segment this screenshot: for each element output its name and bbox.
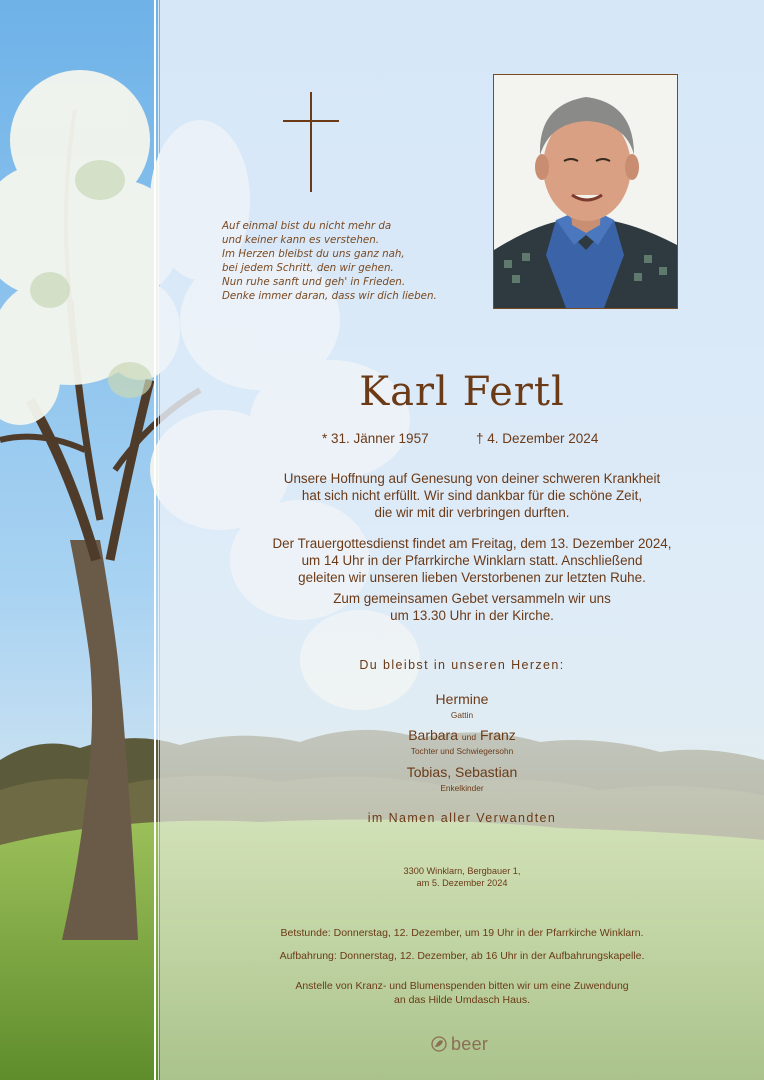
funeral-home-logo <box>430 1033 488 1055</box>
mourner-name-pair <box>160 727 764 743</box>
mourner-name: Franz <box>479 727 516 743</box>
relatives-line: im Namen aller Verwandten <box>367 811 557 825</box>
address-line: am 5. Dezember 2024 <box>416 878 508 888</box>
death-date: † 4. Dezember 2024 <box>476 431 599 446</box>
paragraph-service <box>180 535 764 587</box>
laying-out-info: Aufbahrung: Donnerstag, 12. Dezember, ab 16 Uhr in der Aufbahrungskapelle. <box>279 950 645 962</box>
address-block <box>160 865 764 889</box>
birth-date: * 31. Jänner 1957 <box>322 431 429 446</box>
text-line: die wir mit dir verbringen durften. <box>374 505 570 521</box>
logo-text: beer <box>451 1033 489 1054</box>
paragraph-prayer <box>180 590 764 624</box>
divider-line-left <box>154 0 156 1080</box>
poem <box>222 219 482 303</box>
portrait-photo <box>493 74 678 309</box>
conjunction: und <box>461 732 477 742</box>
poem-line: Im Herzen bleibst du uns ganz nah, <box>222 248 405 260</box>
text-line: hat sich nicht erfüllt. Wir sind dankbar für die schöne Zeit, <box>301 488 643 504</box>
poem-line: Auf einmal bist du nicht mehr da <box>222 220 392 232</box>
donation-note <box>160 979 764 1007</box>
text-line: um 13.30 Uhr in der Kirche. <box>390 608 554 624</box>
poem-line: bei jedem Schritt, den wir gehen. <box>222 262 394 274</box>
portrait-illustration <box>494 75 677 308</box>
text-line: geleiten wir unseren lieben Verstorbenen zur letzten Ruhe. <box>298 570 646 586</box>
mourner-name: Tobias, Sebastian <box>406 764 518 780</box>
mourner-name: Barbara <box>408 727 459 743</box>
address-line: 3300 Winklarn, Bergbauer 1, <box>403 866 521 876</box>
mourner-role: Tochter und Schwiegersohn <box>410 746 514 756</box>
text-line: an das Hilde Umdasch Haus. <box>394 994 530 1006</box>
text-line: Zum gemeinsamen Gebet versammeln wir uns <box>333 591 611 606</box>
mourners-heading: Du bleibst in unseren Herzen: <box>359 658 565 672</box>
divider-line-right <box>158 0 159 1080</box>
mourner-name: Hermine <box>435 691 489 707</box>
text-line: Der Trauergottesdienst findet am Freitag, dem 13. Dezember 2024, <box>272 536 672 551</box>
poem-line: Nun ruhe sanft und geh' in Frieden. <box>222 276 406 288</box>
poem-line: und keiner kann es verstehen. <box>222 234 380 246</box>
text-line: Unsere Hoffnung auf Genesung von deiner schweren Krankheit <box>283 471 661 486</box>
deceased-name: Karl Fertl <box>359 369 565 415</box>
mourner-role: Gattin <box>450 710 474 720</box>
cross-icon <box>283 92 339 192</box>
poem-line: Denke immer daran, dass wir dich lieben. <box>222 290 437 302</box>
leaf-icon <box>430 1035 448 1053</box>
mourner-role: Enkelkinder <box>440 783 484 793</box>
text-line: Anstelle von Kranz- und Blumenspenden bitten wir um eine Zuwendung <box>295 980 629 992</box>
prayer-hour-info: Betstunde: Donnerstag, 12. Dezember, um 19 Uhr in der Pfarrkirche Winklarn. <box>280 927 644 939</box>
text-line: um 14 Uhr in der Pfarrkirche Winklarn statt. Anschließend <box>301 553 643 569</box>
paragraph-gratitude <box>180 470 764 522</box>
